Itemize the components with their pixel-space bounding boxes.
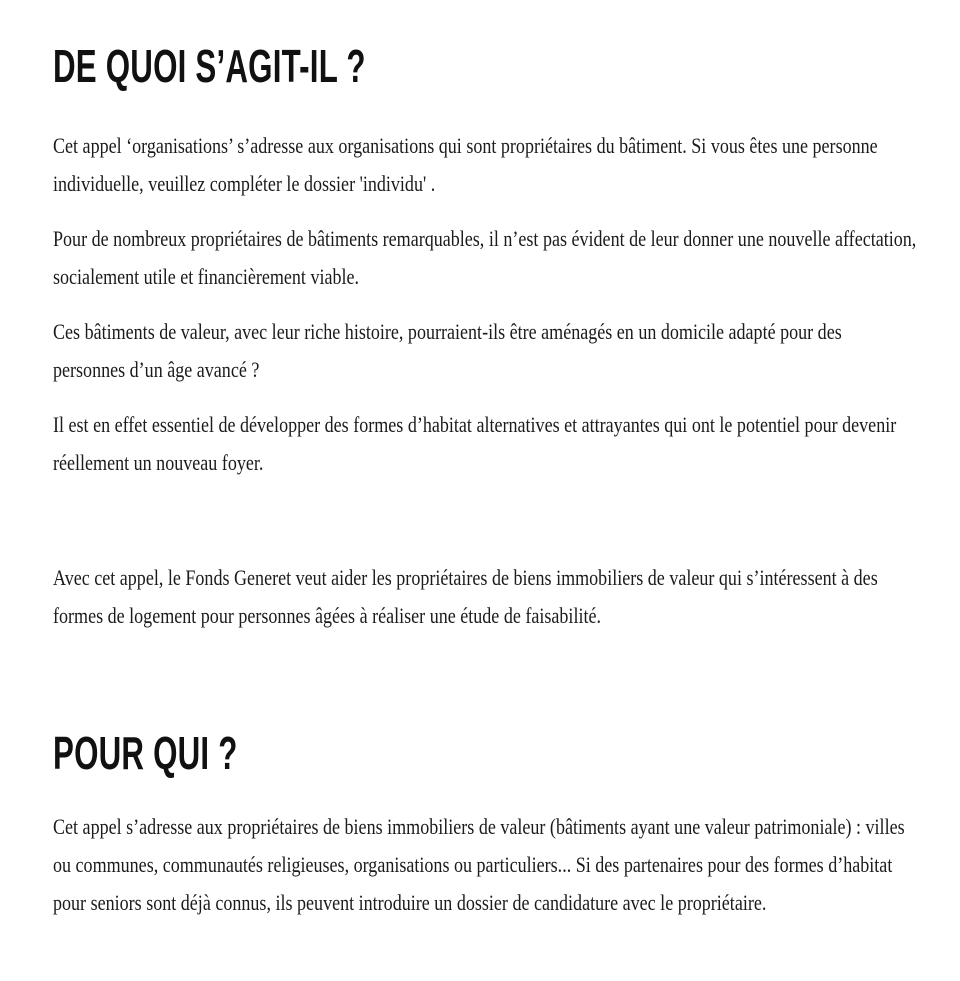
paragraph-fonds-generet: Avec cet appel, le Fonds Generet veut aider les propriétaires de biens immobiliers de valeur qui s’intéressent à des formes de logement pour personnes âgées à réaliser une étude de faisabilité. (53, 565, 878, 628)
section-heading-pour-qui (53, 727, 960, 779)
section-heading-text: DE QUOI S’AGIT-IL ? (53, 40, 366, 92)
paragraph-appel-organisations: Cet appel ‘organisations’ s’adresse aux organisations qui sont propriétaires du bâtiment. Si vous êtes une personne individuelle, veuillez compléter le dossier 'individu' . (53, 133, 878, 196)
paragraph-formes-habitat: Il est en effet essentiel de développer des formes d’habitat alternatives et attrayantes qui ont le potentiel pour devenir réellement un nouveau foyer. (53, 412, 897, 475)
paragraph-proprietaires-batiments: Pour de nombreux propriétaires de bâtiments remarquables, il n’est pas évident de leur donner une nouvelle affectation, socialement utile et financièrement viable. (53, 226, 917, 289)
paragraph-batiments-de-valeur: Ces bâtiments de valeur, avec leur riche histoire, pourraient-ils être aménagés en un domicile adapté pour des personnes d’un âge avancé ? (53, 319, 842, 382)
section-heading-text: POUR QUI ? (53, 727, 238, 779)
paragraph-pour-qui: Cet appel s’adresse aux propriétaires de biens immobiliers de valeur (bâtiments ayant une valeur patrimoniale) : villes ou communes, communautés religieuses, organisations ou particuliers... Si des partenaires pour des formes d’habitat pour seniors sont déjà connus, ils peuvent introduire un dossier de candidature avec le propriétaire. (53, 814, 905, 915)
section-heading-de-quoi-s-agit-il (53, 40, 960, 92)
